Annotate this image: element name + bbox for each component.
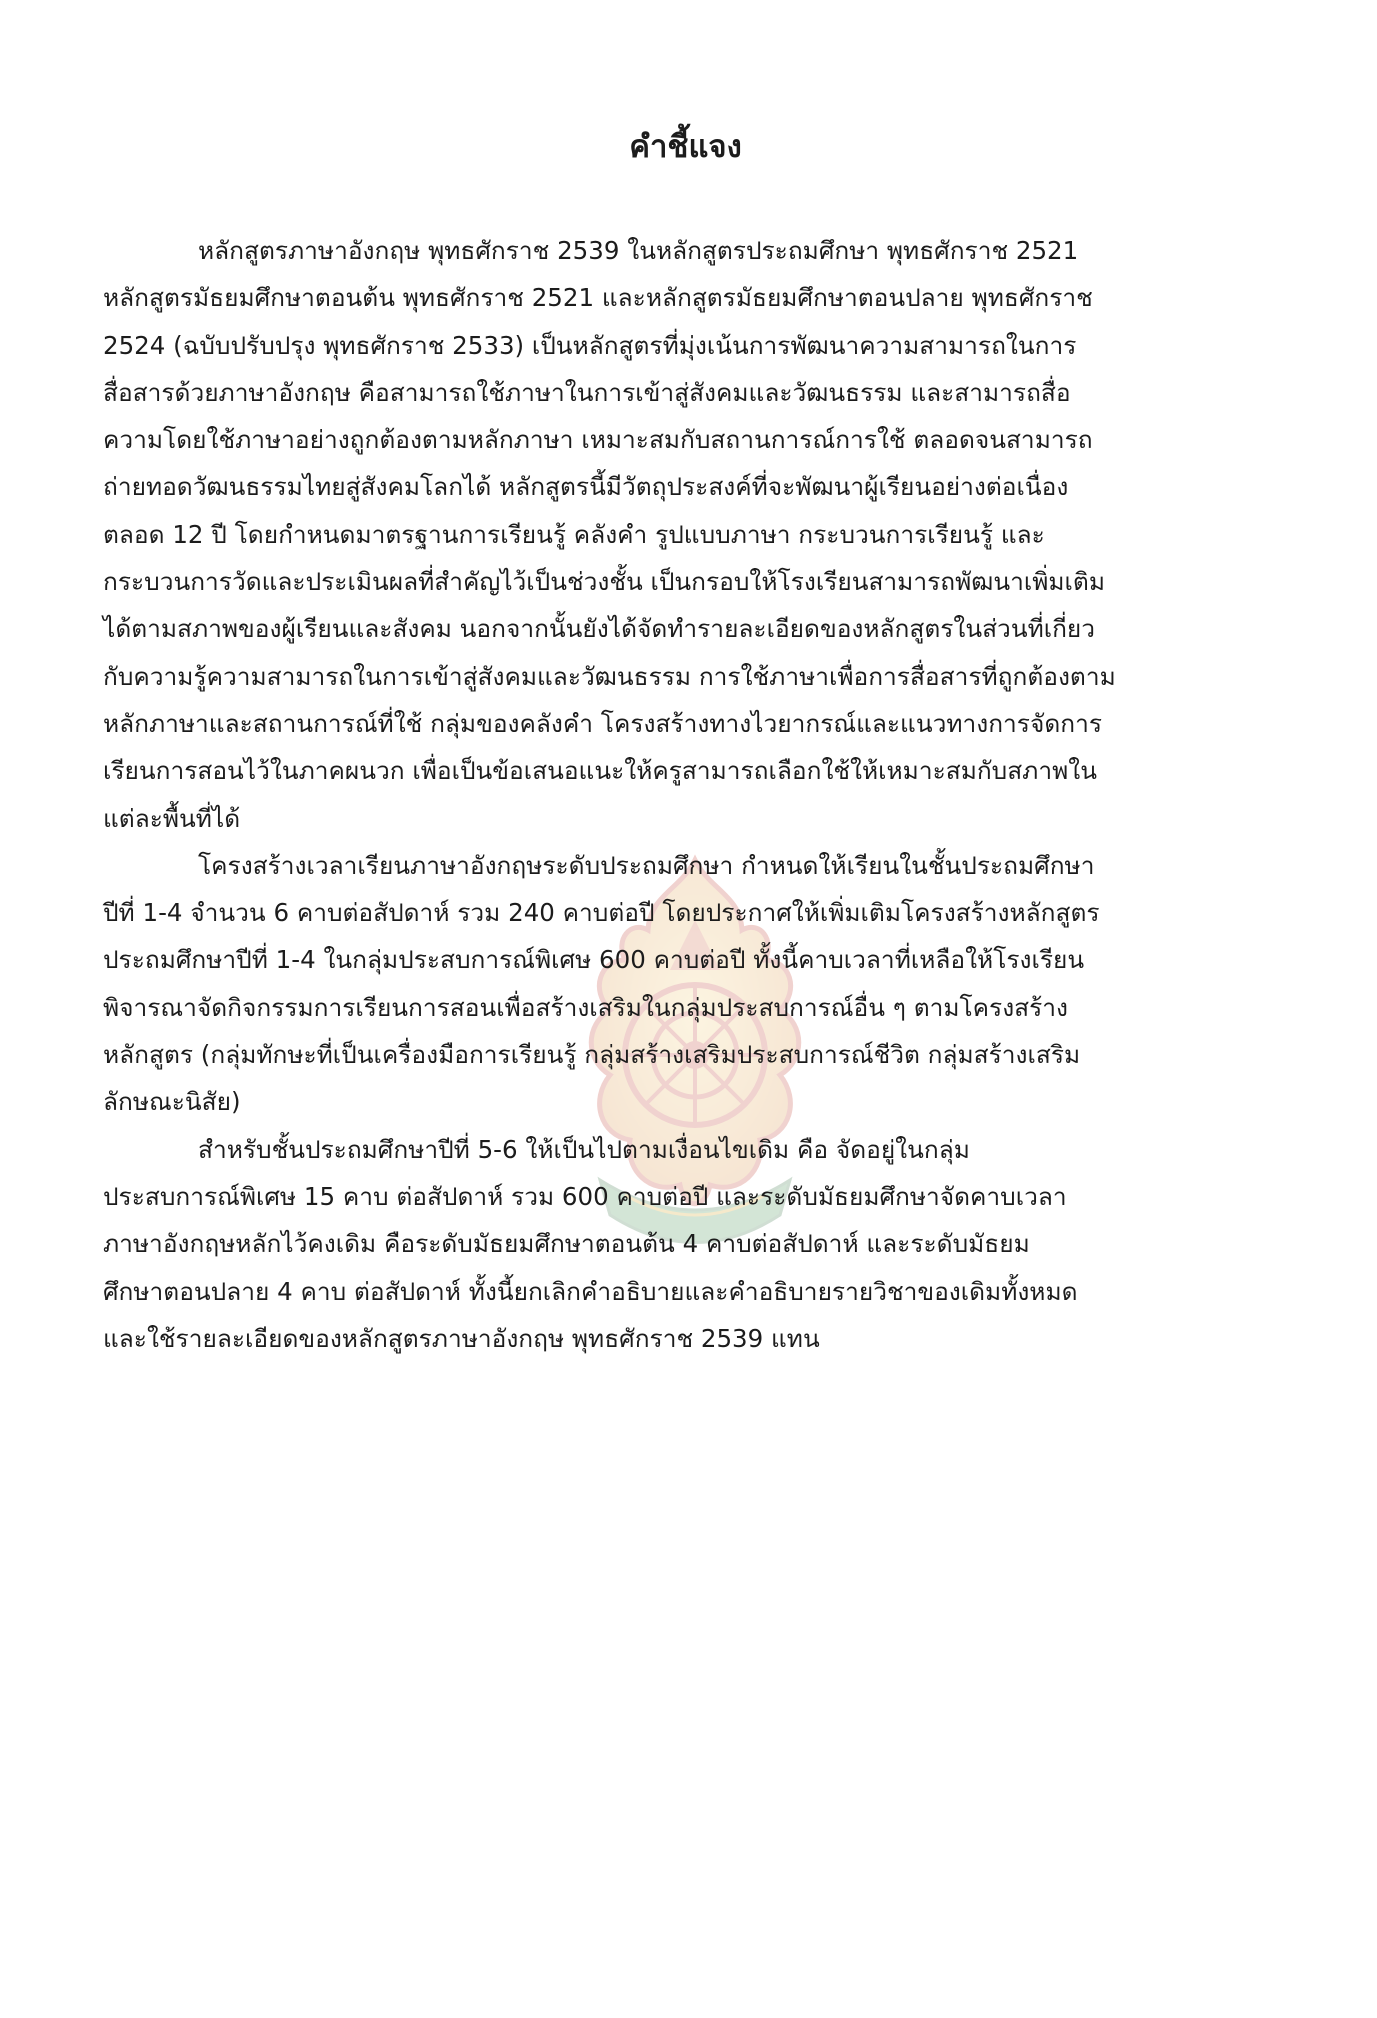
text-line: ศึกษาตอนปลาย 4 คาบ ต่อสัปดาห์ ทั้งนี้ยกเลิกคำอธิบายและคำอธิบายรายวิชาของเดิมทั้งหมด — [103, 1276, 1078, 1306]
text-line: กับความรู้ความสามารถในการเข้าสู่สังคมและวัฒนธรรม การใช้ภาษาเพื่อการสื่อสารที่ถูกต้องตาม — [103, 661, 1116, 691]
text-line: สื่อสารด้วยภาษาอังกฤษ คือสามารถใช้ภาษาในการเข้าสู่สังคมและวัฒนธรรม และสามารถสื่อ — [103, 377, 1071, 407]
text-line: หลักสูตรภาษาอังกฤษ พุทธศักราช 2539 ในหลักสูตรประถมศึกษา พุทธศักราช 2521 — [198, 236, 1079, 265]
text-line: ลักษณะนิสัย) — [103, 1087, 241, 1117]
text-line: และใช้รายละเอียดของหลักสูตรภาษาอังกฤษ พุทธศักราช 2539 แทน — [103, 1323, 820, 1353]
text-line: กระบวนการวัดและประเมินผลที่สำคัญไว้เป็นช่วงชั้น เป็นกรอบให้โรงเรียนสามารถพัฒนาเพิ่มเติม — [103, 567, 1105, 597]
document-body — [103, 125, 1268, 1362]
paragraph-3 — [103, 1126, 1268, 1362]
paragraph-2 — [103, 842, 1268, 1126]
text-line: สำหรับชั้นประถมศึกษาปีที่ 5-6 ให้เป็นไปตามเงื่อนไขเดิม คือ จัดอยู่ในกลุ่ม — [198, 1134, 970, 1164]
text-line: ตลอด 12 ปี โดยกำหนดมาตรฐานการเรียนรู้ คลังคำ รูปแบบภาษา กระบวนการเรียนรู้ และ — [103, 519, 1045, 549]
text-line: เรียนการสอนไว้ในภาคผนวก เพื่อเป็นข้อเสนอแนะให้ครูสามารถเลือกใช้ให้เหมาะสมกับสภาพใน — [103, 756, 1097, 786]
text-line: หลักสูตร (กลุ่มทักษะที่เป็นเครื่องมือการเรียนรู้ กลุ่มสร้างเสริมประสบการณ์ชีวิต กลุ่มสร้างเสริม — [103, 1040, 1081, 1070]
text-line: ภาษาอังกฤษหลักไว้คงเดิม คือระดับมัธยมศึกษาตอนต้น 4 คาบต่อสัปดาห์ และระดับมัธยม — [103, 1229, 1030, 1259]
text-line: ประถมศึกษาปีที่ 1-4 ในกลุ่มประสบการณ์พิเศษ 600 คาบต่อปี ทั้งนี้คาบเวลาที่เหลือให้โรงเรียน — [103, 945, 1085, 975]
text-line: แต่ละพื้นที่ได้ — [103, 803, 241, 833]
document-title: คำชี้แจง — [629, 129, 742, 165]
text-line: ความโดยใช้ภาษาอย่างถูกต้องตามหลักภาษา เหมาะสมกับสถานการณ์การใช้ ตลอดจนสามารถ — [103, 425, 1093, 455]
text-line: 2524 (ฉบับปรับปรุง พุทธศักราช 2533) เป็นหลักสูตรที่มุ่งเน้นการพัฒนาความสามารถในการ — [103, 330, 1077, 360]
text-line: ปีที่ 1-4 จำนวน 6 คาบต่อสัปดาห์ รวม 240 คาบต่อปี โดยประกาศให้เพิ่มเติมโครงสร้างหลักสูตร — [103, 898, 1100, 928]
text-line: หลักสูตรมัธยมศึกษาตอนต้น พุทธศักราช 2521 และหลักสูตรมัธยมศึกษาตอนปลาย พุทธศักราช — [103, 283, 1093, 313]
text-line: ถ่ายทอดวัฒนธรรมไทยสู่สังคมโลกได้ หลักสูตรนี้มีวัตถุประสงค์ที่จะพัฒนาผู้เรียนอย่างต่อเนื่อง — [103, 472, 1069, 502]
text-line: ได้ตามสภาพของผู้เรียนและสังคม นอกจากนั้นยังได้จัดทำรายละเอียดของหลักสูตรในส่วนที่เกี่ยว — [103, 614, 1096, 644]
paragraph-1 — [103, 227, 1268, 842]
text-line: หลักภาษาและสถานการณ์ที่ใช้ กลุ่มของคลังคำ โครงสร้างทางไวยากรณ์และแนวทางการจัดการ — [103, 708, 1102, 738]
text-line: โครงสร้างเวลาเรียนภาษาอังกฤษระดับประถมศึกษา กำหนดให้เรียนในชั้นประถมศึกษา — [198, 850, 1095, 880]
text-line: พิจารณาจัดกิจกรรมการเรียนการสอนเพื่อสร้างเสริมในกลุ่มประสบการณ์อื่น ๆ ตามโครงสร้าง — [103, 992, 1069, 1022]
text-line: ประสบการณ์พิเศษ 15 คาบ ต่อสัปดาห์ รวม 600 คาบต่อปี และระดับมัธยมศึกษาจัดคาบเวลา — [103, 1181, 1067, 1211]
